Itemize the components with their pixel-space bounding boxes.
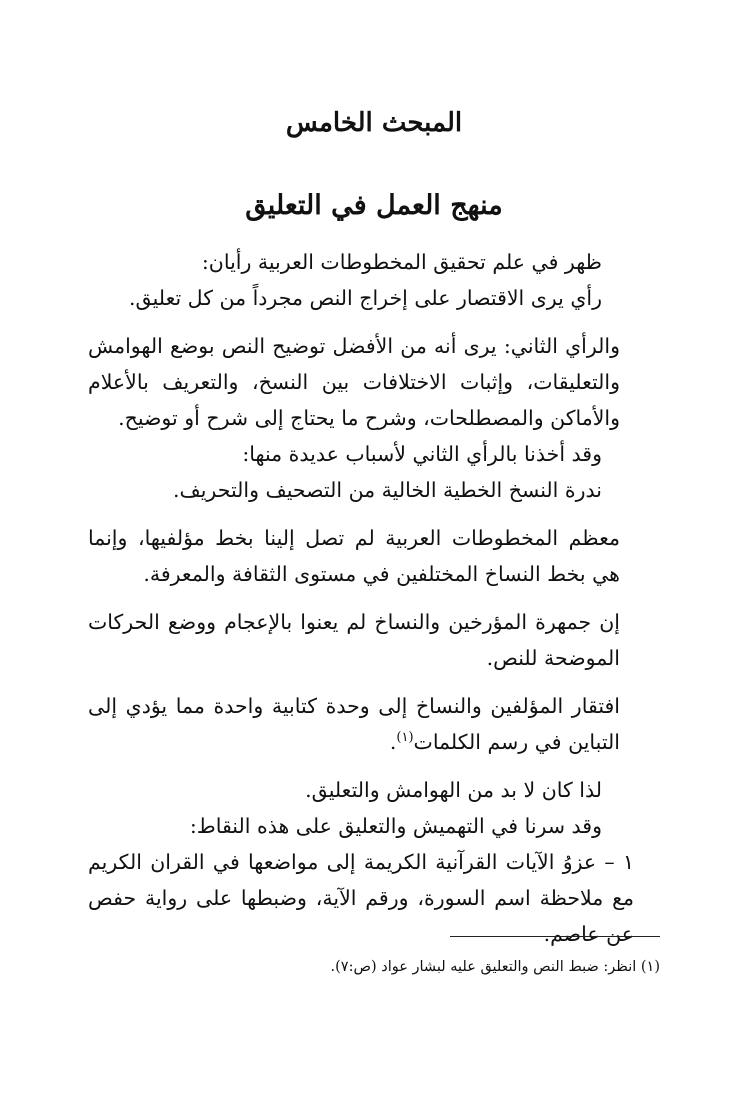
paragraph-reason-3: إن جمهرة المؤرخين والنساخ لم يعنوا بالإعجام ووضع الحركات الموضحة للنص. [88,610,620,670]
paragraph-first-opinion: رأي يرى الاقتصار على إخراج النص مجرداً من كل تعليق. [128,286,602,310]
section-heading: المبحث الخامس [285,108,463,138]
paragraph-method-intro: وقد سرنا في التهميش والتعليق على هذه النقاط: [189,814,602,838]
body-text [88,244,660,952]
chapter-title: منهج العمل في التعليق [245,190,503,221]
paragraph-second-opinion: والرأي الثاني: يرى أنه من الأفضل توضيح النص بوضع الهوامش والتعليقات، وإثبات الاختلافات بين النسخ، والتعريف بالأعلام والأماكن والمصطلحات، وشرح ما يحتاج إلى شرح أو توضيح. [88,334,620,430]
paragraph-conclusion: لذا كان لا بد من الهوامش والتعليق. [305,778,602,802]
footnote: (١) انظر: ضبط النص والتعليق عليه لبشار عواد (ص:٧). [330,959,660,975]
paragraph-reason-4-text: افتقار المؤلفين والنساخ إلى وحدة كتابية واحدة مما يؤدي إلى التباين في رسم الكلمات [88,694,620,754]
paragraph-reason-2: معظم المخطوطات العربية لم تصل إلينا بخط مؤلفيها، وإنما هي بخط النساخ المختلفين في مستوى الثقافة والمعرفة. [88,526,620,586]
list-item-1: ١ – عزوُ الآيات القرآنية الكريمة إلى مواضعها في القران الكريم مع ملاحظة اسم السورة، ورقم الآية، وضبطها على رواية حفص عن عاصم. [88,850,634,946]
footnote-divider [450,936,660,937]
paragraph-reasons-intro: وقد أخذنا بالرأي الثاني لأسباب عديدة منها: [242,442,602,466]
footnote-reference: (١) [396,730,414,746]
paragraph-intro: ظهر في علم تحقيق المخطوطات العربية رأيان: [201,250,602,274]
paragraph-reason-1: ندرة النسخ الخطية الخالية من التصحيف والتحريف. [172,478,602,502]
paragraph-reason-4: افتقار المؤلفين والنساخ إلى وحدة كتابية واحدة مما يؤدي إلى التباين في رسم الكلمات$^{(١)}$. [88,694,620,754]
